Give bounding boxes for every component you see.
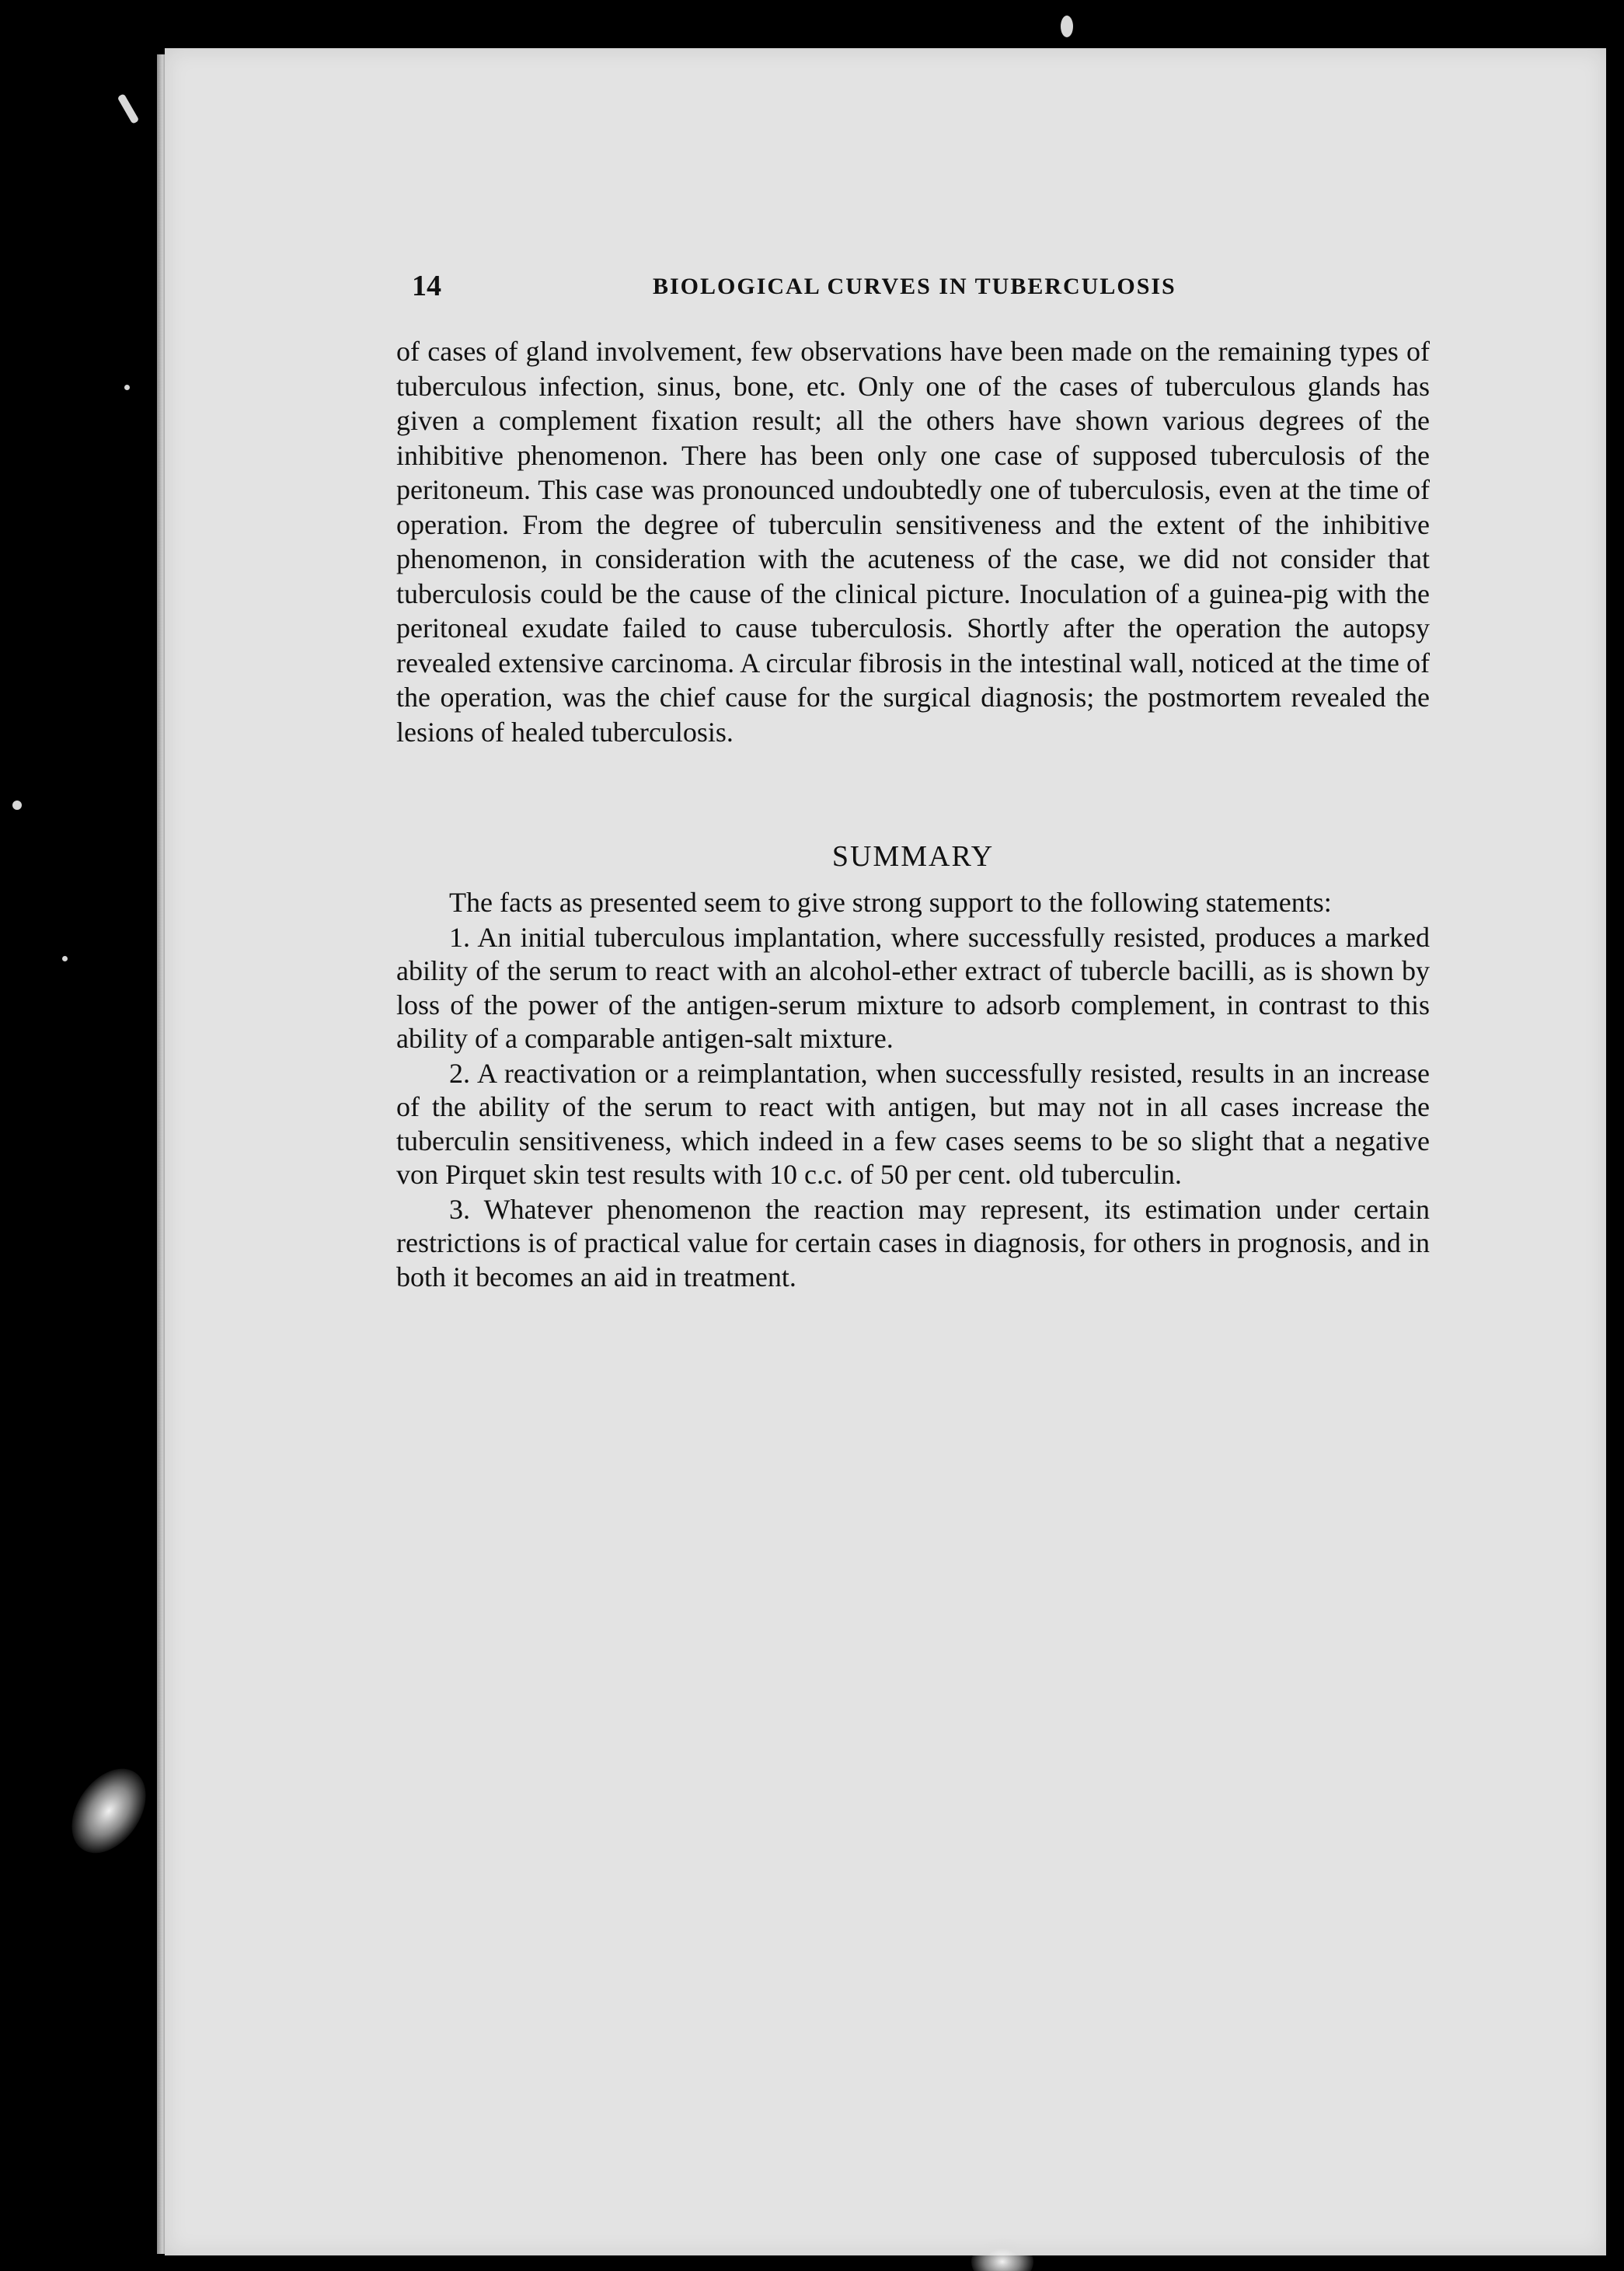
summary-item-1: 1. An initial tuberculous implantation, where successfully resisted, produces a marked ability of the serum to react with an alcohol-ether extract of tubercle bacilli, as is shown by loss of the power of the antigen-serum mixture to adsorb complement, in contrast to this ability of a comparable antigen-salt mixture. [396, 921, 1430, 1054]
summary-item-3: 3. Whatever phenomenon the reaction may represent, its estimation under certain restrictions is of practical value for certain cases in diagnosis, for others in prognosis, and in both it becomes an aid in treatment. [396, 1193, 1430, 1292]
body-paragraph: of cases of gland involvement, few observations have been made on the remaining types of tuberculous infection, sinus, bone, etc. Only one of the cases of tuberculous glands has given a complement fixation result; all the others have shown various degrees of the inhibitive phenomenon. There has been only one case of supposed tuberculosis of the peritoneum. This case was pronounced undoubtedly one of tuberculosis, even at the time of operation. From the degree of tuberculin sensitiveness and the extent of the inhibitive phenomenon, in consideration with the acuteness of the case, we did not consider that tuberculosis could be the cause of the clinical picture. Inoculation of a guinea-pig with the peritoneal exudate failed to cause tuberculosis. Shortly after the operation the autopsy revealed extensive carcinoma. A circular fibrosis in the intestinal wall, noticed at the time of the operation, was the chief cause for the surgical diagnosis; the postmortem revealed the lesions of healed tuberculosis. [396, 336, 1430, 748]
running-title: BIOLOGICAL CURVES IN TUBERCULOSIS [653, 274, 1176, 299]
scan-speck [62, 956, 68, 961]
scan-speck [124, 385, 130, 390]
page-header [396, 269, 1438, 308]
scan-speck [12, 801, 22, 810]
section-heading: SUMMARY [831, 840, 995, 873]
body-paragraph-block [396, 334, 1430, 749]
summary-item-2: 2. A reactivation or a reimplantation, when successfully resisted, results in an increase of the ability of the serum to react with antigen, but may not in all cases increase the tuberculin sensitiveness, which indeed in a few cases seems to be so slight that a negative von Pirquet skin test results with 10 c.c. of 50 per cent. old tuberculin. [396, 1057, 1430, 1190]
scan-glare [57, 1755, 161, 1867]
scan-speck [117, 93, 140, 124]
summary-intro: The facts as presented seem to give strong support to the following statements: [449, 887, 1332, 918]
page-number: 14 [412, 270, 441, 302]
scan-speck [1061, 16, 1073, 37]
summary-section [396, 886, 1430, 1294]
